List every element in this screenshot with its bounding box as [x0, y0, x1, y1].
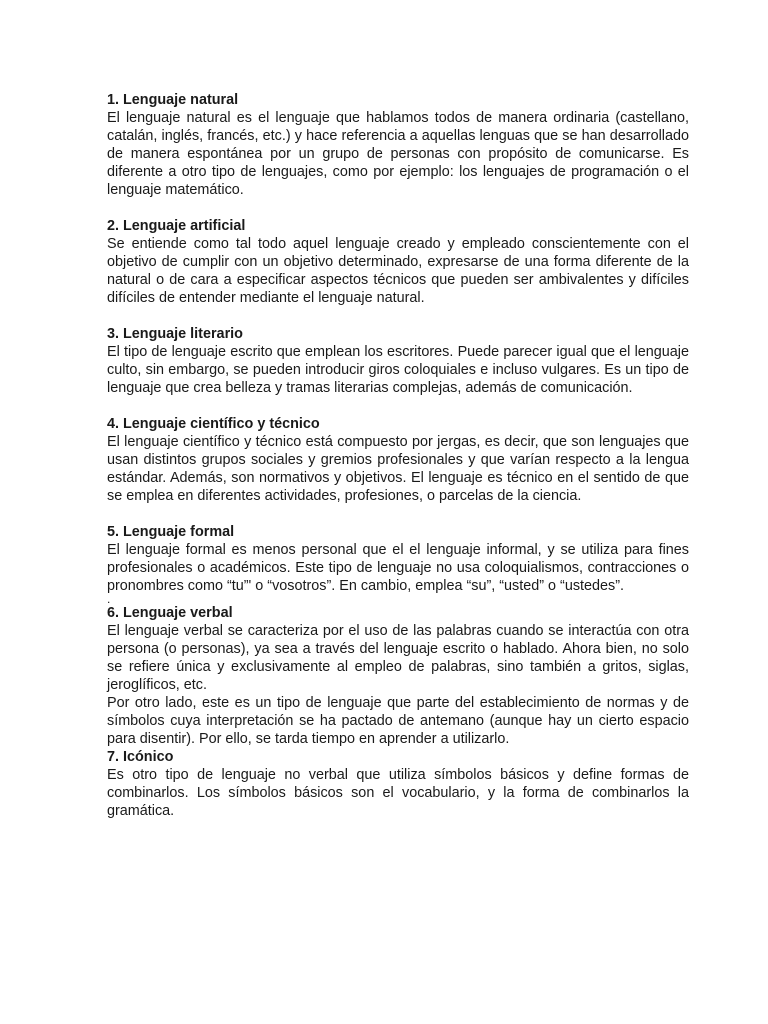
section-lenguaje-natural — [107, 91, 689, 199]
section-lenguaje-artificial — [107, 217, 689, 307]
section-iconico — [107, 748, 689, 820]
section-heading: 7. Icónico — [107, 749, 174, 765]
section-lenguaje-literario — [107, 325, 689, 397]
section-heading: 1. Lenguaje natural — [107, 92, 239, 108]
section-heading: 4. Lenguaje científico y técnico — [107, 416, 320, 432]
section-heading: 3. Lenguaje literario — [107, 326, 243, 342]
section-paragraph: El lenguaje formal es menos personal que el el lenguaje informal, y se utiliza para fines profesionales o académicos. Este tipo de lenguaje no usa coloquialismos, contracciones o pronombres como “tu”' o “vosotros”. En cambio, emplea “su”, “usted” o “ustedes”. — [107, 542, 689, 594]
section-lenguaje-verbal — [107, 604, 689, 748]
section-heading: 2. Lenguaje artificial — [107, 218, 246, 234]
section-paragraph: El tipo de lenguaje escrito que emplean los escritores. Puede parecer igual que el lenguaje culto, sin embargo, se pueden introducir giros coloquiales e incluso vulgares. Es un tipo de lenguaje que crea belleza y tramas literarias complejas, además de comunicación. — [107, 344, 689, 396]
section-heading: 6. Lenguaje verbal — [107, 605, 233, 621]
section-paragraph: El lenguaje científico y técnico está compuesto por jergas, es decir, que son lenguajes que usan distintos grupos sociales y gremios profesionales y que varían respecto a la lengua estándar. Además, son normativos y objetivos. El lenguaje es técnico en el sentido de que se emplea en diferentes actividades, profesiones, o parcelas de la ciencia. — [107, 434, 689, 504]
stray-period: . — [107, 592, 111, 606]
section-heading: 5. Lenguaje formal — [107, 524, 235, 540]
section-paragraph: Por otro lado, este es un tipo de lenguaje que parte del establecimiento de normas y de símbolos cuya interpretación se ha pactado de antemano (aunque hay un cierto espacio para disentir). Por ello, se tarda tiempo en aprender a utilizarlo. — [107, 695, 689, 747]
section-lenguaje-formal — [107, 523, 689, 604]
section-paragraph: Es otro tipo de lenguaje no verbal que utiliza símbolos básicos y define formas de combinarlos. Los símbolos básicos son el vocabulario, y la forma de combinarlos la gramática. — [107, 767, 689, 819]
section-paragraph: El lenguaje verbal se caracteriza por el uso de las palabras cuando se interactúa con otra persona (o personas), ya sea a través del lenguaje escrito o hablado. Ahora bien, no solo se refiere única y exclusivamente al empleo de palabras, sino también a gritos, siglas, jeroglíficos, etc. — [107, 623, 689, 693]
document-body — [107, 91, 689, 820]
section-lenguaje-cientifico-tecnico — [107, 415, 689, 505]
section-paragraph: El lenguaje natural es el lenguaje que hablamos todos de manera ordinaria (castellano, catalán, inglés, francés, etc.) y hace referencia a aquellas lenguas que se han desarrollado de manera espontánea por un grupo de personas con propósito de comunicarse. Es diferente a otro tipo de lenguajes, como por ejemplo: los lenguajes de programación o el lenguaje matemático. — [107, 110, 689, 198]
section-paragraph: Se entiende como tal todo aquel lenguaje creado y empleado conscientemente con el objetivo de cumplir con un objetivo determinado, expresarse de una forma diferente de la natural o de cara a especificar aspectos técnicos que pueden ser ambivalentes y difíciles difíciles de entender mediante el lenguaje natural. — [107, 236, 689, 306]
